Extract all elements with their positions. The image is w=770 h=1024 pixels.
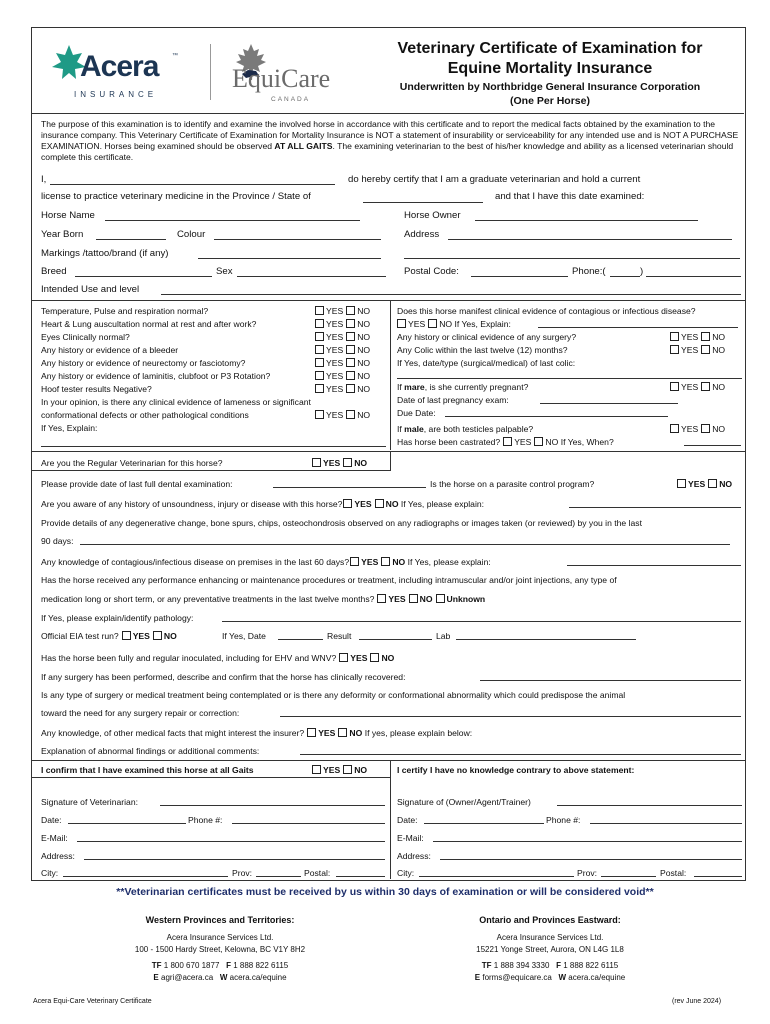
degenerative-question: Provide details of any degenerative change, bone spurs, chips, osteochondrosis observed on any radiographs or images taken (or reviewed) by you in the last bbox=[41, 518, 642, 528]
sex-label: Sex bbox=[216, 266, 233, 277]
horse-owner-field[interactable] bbox=[475, 220, 698, 221]
west-company: Acera Insurance Services Ltd. bbox=[166, 933, 274, 942]
vet-city-label: City: bbox=[41, 868, 59, 878]
void-notice: **Veterinarian certificates must be received by us within 30 days of examination or will be considered void** bbox=[116, 886, 654, 898]
footer-left: Acera Equi-Care Veterinary Certificate bbox=[33, 998, 152, 1005]
west-address: 100 - 1500 Hardy Street, Kelowna, BC V1Y 8H2 bbox=[134, 945, 306, 954]
yes-no-row-4[interactable]: YES NO bbox=[312, 344, 370, 356]
owner-city-label: City: bbox=[397, 868, 415, 878]
horse-name-label: Horse Name bbox=[41, 210, 95, 221]
eia-date-field[interactable] bbox=[278, 639, 323, 640]
certify-text: do hereby certify that I am a graduate veterinarian and hold a current bbox=[348, 174, 641, 185]
section-divider bbox=[31, 300, 746, 301]
lameness-explain-field[interactable] bbox=[41, 446, 386, 447]
vet-address-field[interactable] bbox=[84, 859, 385, 860]
owner-date-field[interactable] bbox=[424, 823, 544, 824]
vet-name-field[interactable] bbox=[50, 184, 335, 185]
address-field[interactable] bbox=[448, 239, 732, 240]
yes-no-row-lameness[interactable]: YES NO bbox=[312, 409, 370, 421]
eia-lab-field[interactable] bbox=[456, 639, 636, 640]
i-label: I, bbox=[41, 174, 47, 185]
contemplated-question-1: Is any type of surgery or medical treatment being contemplated or is there any deformity or conformational abnormality which could predispose the animal bbox=[41, 690, 626, 700]
vet-postal-field[interactable] bbox=[336, 876, 385, 877]
parasite-question: Is the horse on a parasite control program? bbox=[430, 479, 595, 489]
year-born-field[interactable] bbox=[96, 239, 166, 240]
vet-signature-field[interactable] bbox=[160, 805, 385, 806]
east-company: Acera Insurance Services Ltd. bbox=[496, 933, 604, 942]
intended-use-label: Intended Use and level bbox=[41, 284, 140, 295]
abnormal-findings-field[interactable] bbox=[300, 754, 741, 755]
eia-date-label: If Yes, Date bbox=[222, 631, 266, 641]
section-divider-2 bbox=[31, 451, 746, 452]
left-question-5: Any history or evidence of neurectomy or fasciotomy? bbox=[41, 358, 246, 368]
phone-close: ) bbox=[640, 266, 644, 277]
year-born-label: Year Born bbox=[41, 229, 84, 240]
owner-postal-field[interactable] bbox=[694, 876, 742, 877]
pregnancy-exam-field[interactable] bbox=[540, 403, 678, 404]
phone-area-field[interactable] bbox=[610, 276, 640, 277]
performance-question-1: Has the horse received any performance enhancing or maintenance procedures or treatment, including intramuscular and/or joint injections, any type of bbox=[41, 575, 617, 585]
examined-text: and that I have this date examined: bbox=[495, 191, 645, 202]
intro-paragraph: The purpose of this examination is to identify and examine the involved horse in accordance with this certificate and to report the medical facts obtained by the examination to the insurance company. This Veterinary Certificate of Examination for Mortality Insurance is NOT a statement of insurability or serviceability for any intended use and is NOT A PURCHASE EXAMINATION. Horses being examined should be observed AT ALL GAITS. The examining veterinarian to the best of his/her knowledge and ability as a licensed veterinarian should complete this certificate. bbox=[41, 119, 739, 162]
confirm-divider bbox=[31, 777, 391, 778]
colic-date-type-field[interactable] bbox=[397, 378, 742, 379]
east-phones: TF 1 888 394 3330 F 1 888 822 6115 bbox=[481, 961, 619, 970]
equicare-wordmark: EquiCare bbox=[232, 64, 331, 93]
other-facts-question: Any knowledge, of other medical facts that might interest the insurer? YES NO If yes, please explain below: bbox=[41, 728, 473, 738]
yes-no-row-5[interactable]: YES NO bbox=[312, 357, 370, 369]
surgery-performed-label: If any surgery has been performed, describe and confirm that the horse has clinically recovered: bbox=[41, 672, 406, 682]
owner-postal-label: Postal: bbox=[660, 868, 687, 878]
section-divider-3 bbox=[31, 760, 746, 761]
vet-signature-label: Signature of Veterinarian: bbox=[41, 797, 138, 807]
pathology-field[interactable] bbox=[222, 621, 741, 622]
owner-signature-field[interactable] bbox=[557, 805, 742, 806]
contagious-premises-question: Any knowledge of contagious/infectious disease on premises in the last 60 days? YES NO If Yes, please explain: bbox=[41, 557, 491, 567]
west-office bbox=[70, 914, 370, 984]
owner-prov-label: Prov: bbox=[577, 868, 598, 878]
page-title: Veterinary Certificate of Examination for Equine Mortality Insurance bbox=[397, 40, 703, 77]
eia-result-field[interactable] bbox=[359, 639, 432, 640]
vet-city-field[interactable] bbox=[63, 876, 228, 877]
phone-number-field[interactable] bbox=[646, 276, 741, 277]
dental-date-field[interactable] bbox=[273, 487, 426, 488]
vet-address-label: Address: bbox=[41, 851, 75, 861]
eia-result-label: Result bbox=[327, 631, 352, 641]
inoculated-question: Has the horse been fully and regular inoculated, including for EHV and WNV? YES NO bbox=[41, 653, 395, 663]
yes-no-row-7[interactable]: YES NO bbox=[312, 383, 370, 395]
owner-address-label: Address: bbox=[397, 851, 431, 861]
vet-phone-label: Phone #: bbox=[188, 815, 223, 825]
due-date-field[interactable] bbox=[445, 416, 668, 417]
vet-date-field[interactable] bbox=[68, 823, 186, 824]
surgery-question: Any history or clinical evidence of any surgery? bbox=[397, 332, 577, 342]
left-question-4: Any history or evidence of a bleeder bbox=[41, 345, 179, 355]
owner-address-field[interactable] bbox=[440, 859, 742, 860]
address-label: Address bbox=[404, 229, 440, 240]
certify-contrary: I certify I have no knowledge contrary to above statement: bbox=[397, 765, 635, 775]
dental-question: Please provide date of last full dental examination: bbox=[41, 479, 233, 489]
lameness-explain-label: If Yes, Explain: bbox=[41, 423, 98, 433]
left-question-6: Any history or evidence of laminitis, clubfoot or P3 Rotation? bbox=[41, 371, 271, 381]
acera-sub: INSURANCE bbox=[74, 90, 158, 99]
degenerative-field[interactable] bbox=[80, 544, 730, 545]
regular-vet-yes-no[interactable]: YES NO bbox=[309, 457, 367, 469]
male-question: If male, are both testicles palpable? bbox=[397, 424, 534, 434]
left-question-1: Temperature, Pulse and respiration normal? bbox=[41, 306, 209, 316]
confirm-gaits: I confirm that I have examined this horse at all Gaits bbox=[41, 765, 254, 775]
abnormal-findings-label: Explanation of abnormal findings or additional comments: bbox=[41, 746, 260, 756]
regular-vet-question: Are you the Regular Veterinarian for this horse? bbox=[41, 458, 223, 468]
lameness-question-2: conformational defects or other pathological conditions bbox=[41, 410, 249, 420]
pregnancy-exam-label: Date of last pregnancy exam: bbox=[397, 395, 509, 405]
east-address: 15221 Yonge Street, Aurora, ON L4G 1L8 bbox=[476, 945, 624, 954]
sex-field[interactable] bbox=[237, 276, 386, 277]
acera-wordmark: Acera bbox=[80, 50, 159, 83]
owner-signature-label: Signature of (Owner/Agent/Trainer) bbox=[397, 797, 531, 807]
west-phones: TF 1 800 670 1877 F 1 888 822 6115 bbox=[151, 961, 289, 970]
vet-email-label: E-Mail: bbox=[41, 833, 68, 843]
yes-no-row-2[interactable]: YES NO bbox=[312, 318, 370, 330]
address-line2-field[interactable] bbox=[404, 258, 740, 259]
surgery-yes-no[interactable]: YES NO bbox=[667, 331, 725, 343]
owner-email-label: E-Mail: bbox=[397, 833, 424, 843]
mare-yes-no[interactable]: YES NO bbox=[667, 381, 725, 393]
east-contact: E forms@equicare.ca W acera.ca/equine bbox=[474, 973, 626, 982]
horse-owner-label: Horse Owner bbox=[404, 210, 461, 221]
column-divider bbox=[390, 300, 391, 450]
west-contact: E agri@acera.ca W acera.ca/equine bbox=[153, 973, 287, 982]
contagious-question: Does this horse manifest clinical evidence of contagious or infectious disease? bbox=[397, 306, 696, 316]
contagious-options[interactable]: YES NO If Yes, Explain: bbox=[397, 318, 511, 330]
contemplated-field[interactable] bbox=[280, 716, 741, 717]
eia-question: Official EIA test run? YES NO bbox=[41, 631, 177, 641]
parasite-yes-no[interactable]: YES NO bbox=[674, 478, 732, 490]
markings-field[interactable] bbox=[198, 258, 381, 259]
unsoundness-explain-field[interactable] bbox=[569, 507, 741, 508]
regular-vet-col-divider bbox=[390, 451, 391, 471]
contagious-explain-field[interactable] bbox=[538, 327, 738, 328]
vet-date-label: Date: bbox=[41, 815, 62, 825]
owner-phone-label: Phone #: bbox=[546, 815, 581, 825]
logo-divider bbox=[210, 44, 211, 100]
province-field[interactable] bbox=[363, 202, 483, 203]
contagious-premises-field[interactable] bbox=[567, 565, 741, 566]
west-heading: Western Provinces and Territories: bbox=[145, 915, 295, 925]
left-question-3: Eyes Clinically normal? bbox=[41, 332, 130, 342]
colour-label: Colour bbox=[177, 229, 206, 240]
owner-city-field[interactable] bbox=[419, 876, 574, 877]
castrated-question: Has horse been castrated? YES NO If Yes, When? bbox=[397, 437, 614, 447]
performance-question-2: medication long or short term, or any preventative treatments in the last twelve months? YES NO Unknown bbox=[41, 594, 486, 604]
breed-field[interactable] bbox=[75, 276, 212, 277]
horse-name-field[interactable] bbox=[105, 220, 360, 221]
vet-postal-label: Postal: bbox=[304, 868, 331, 878]
east-heading: Ontario and Provinces Eastward: bbox=[479, 915, 621, 925]
underwriter: Underwritten by Northbridge General Insurance Corporation (One Per Horse) bbox=[399, 81, 701, 107]
ninety-days-label: 90 days: bbox=[41, 536, 74, 546]
colic-date-type-label: If Yes, date/type (surgical/medical) of last colic: bbox=[397, 358, 576, 368]
phone-label: Phone:( bbox=[572, 266, 606, 277]
male-yes-no[interactable]: YES NO bbox=[667, 423, 725, 435]
colic-yes-no[interactable]: YES NO bbox=[667, 344, 725, 356]
colour-field[interactable] bbox=[214, 239, 381, 240]
yes-no-row-3[interactable]: YES NO bbox=[312, 331, 370, 343]
license-text: license to practice veterinary medicine in the Province / State of bbox=[41, 191, 311, 202]
regular-vet-divider bbox=[31, 470, 391, 471]
owner-email-field[interactable] bbox=[433, 841, 742, 842]
owner-date-label: Date: bbox=[397, 815, 418, 825]
contemplated-question-2: toward the need for any surgery repair or correction: bbox=[41, 708, 240, 718]
east-office bbox=[400, 914, 700, 984]
left-question-2: Heart & Lung auscultation normal at rest and after work? bbox=[41, 319, 257, 329]
lameness-question-1: In your opinion, is there any clinical evidence of lameness or significant bbox=[41, 397, 311, 407]
acera-tm: ™ bbox=[172, 53, 178, 59]
markings-label: Markings /tattoo/brand (if any) bbox=[41, 248, 169, 259]
footer-right: (rev June 2024) bbox=[672, 998, 722, 1005]
confirm-gaits-yes-no[interactable]: YES NO bbox=[309, 764, 367, 776]
postal-code-field[interactable] bbox=[471, 276, 568, 277]
eia-lab-label: Lab bbox=[436, 631, 451, 641]
castrated-when-field[interactable] bbox=[684, 445, 741, 446]
postal-code-label: Postal Code: bbox=[404, 266, 459, 277]
vet-email-field[interactable] bbox=[77, 841, 385, 842]
vet-prov-field[interactable] bbox=[256, 876, 301, 877]
vet-prov-label: Prov: bbox=[232, 868, 253, 878]
breed-label: Breed bbox=[41, 266, 67, 277]
due-date-label: Due Date: bbox=[397, 408, 436, 418]
yes-no-row-6[interactable]: YES NO bbox=[312, 370, 370, 382]
mare-question: If mare, is she currently pregnant? bbox=[397, 382, 529, 392]
colic-question: Any Colic within the last twelve (12) months? bbox=[397, 345, 568, 355]
equicare-sub: CANADA bbox=[271, 96, 311, 103]
unsoundness-question: Are you aware of any history of unsoundness, injury or disease with this horse? YES NO If Yes, please explain: bbox=[41, 499, 485, 509]
left-question-7: Hoof tester results Negative? bbox=[41, 384, 152, 394]
yes-no-row-1[interactable]: YES NO bbox=[312, 305, 370, 317]
vet-phone-field[interactable] bbox=[232, 823, 385, 824]
surgery-performed-field[interactable] bbox=[480, 680, 741, 681]
owner-phone-field[interactable] bbox=[590, 823, 742, 824]
pathology-label: If Yes, please explain/identify pathology: bbox=[41, 613, 194, 623]
intended-use-field[interactable] bbox=[161, 294, 741, 295]
owner-prov-field[interactable] bbox=[601, 876, 656, 877]
